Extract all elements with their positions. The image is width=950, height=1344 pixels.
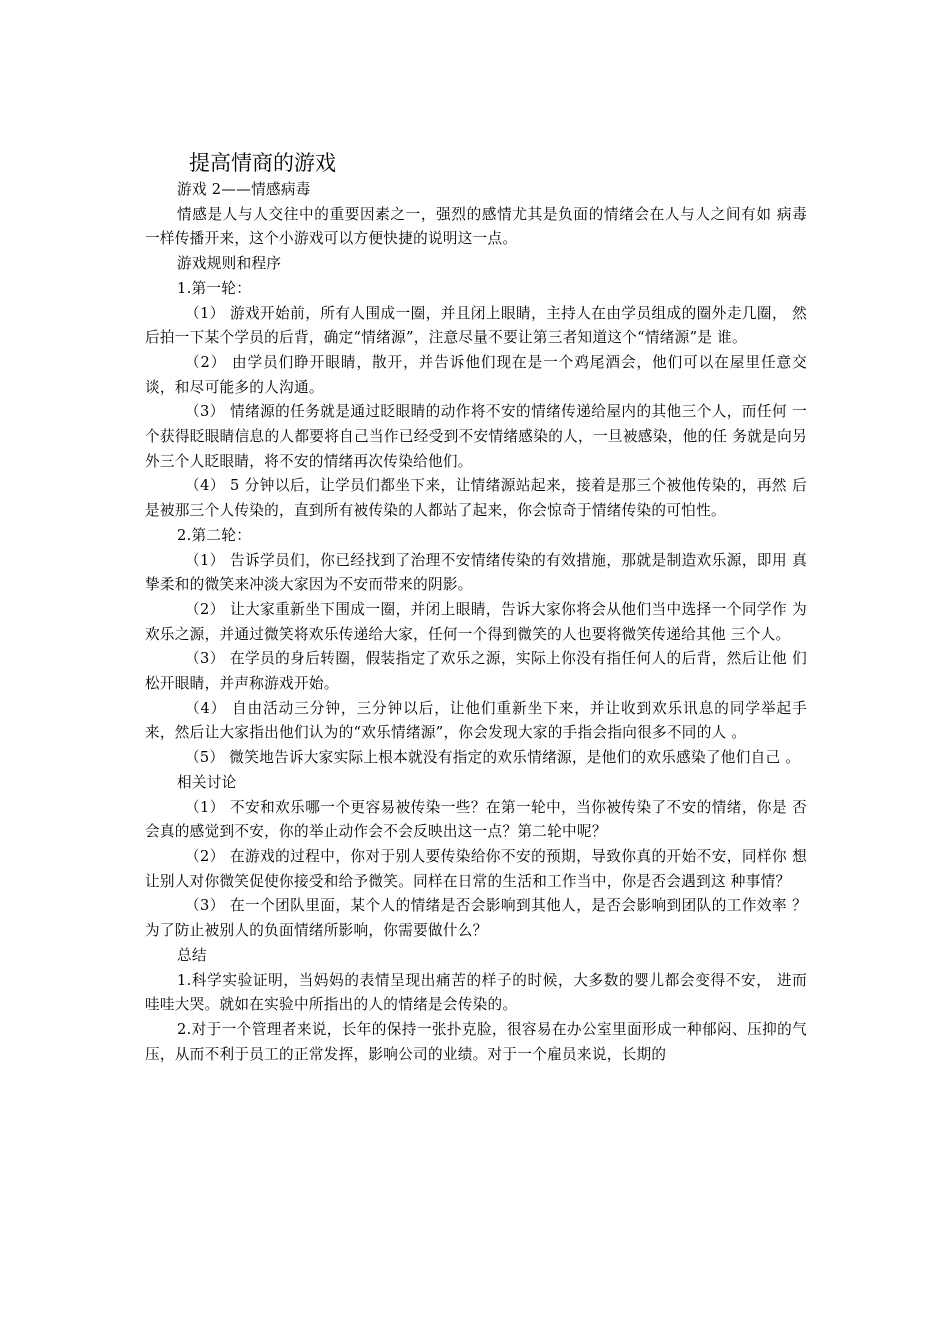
paragraph: （3） 在一个团队里面，某个人的情绪是否会影响到其他人，是否会影响到团队的工作效率 ？ 为了防止被别人的负面情绪所影响，你需要做什么？	[145, 897, 807, 940]
paragraph: （1） 游戏开始前，所有人围成一圈，并且闭上眼睛，主持人在由学员组成的圈外走几圈， 然 后拍一下某个学员的后背，确定“情绪源”，注意尽量不要让第三者知道这个“情绪源”是 谁。	[145, 304, 807, 347]
paragraph: （2） 在游戏的过程中，你对于别人要传染给你不安的预期，导致你真的开始不安，同样你 想让别人对你微笑促使你接受和给予微笑。同样在日常的生活和工作当中，你是否会遇到这 种事情？	[145, 847, 807, 890]
paragraph: （1） 告诉学员们，你已经找到了治理不安情绪传染的有效措施，那就是制造欢乐源，即用 真挚柔和的微笑来冲淡大家因为不安而带来的阴影。	[145, 551, 807, 594]
paragraph: 游戏规则和程序	[177, 255, 282, 273]
paragraph: （4） 5 分钟以后，让学员们都坐下来，让情绪源站起来，接着是那三个被他传染的，再然 后是被那三个人传染的，直到所有被传染的人都站了起来，你会惊奇于情绪传染的可怕性。	[145, 477, 807, 520]
paragraph: （3） 在学员的身后转圈，假装指定了欢乐之源，实际上你没有指任何人的后背，然后让他 们松开眼睛，并声称游戏开始。	[145, 650, 807, 693]
paragraph: 1.科学实验证明，当妈妈的表情呈现出痛苦的样子的时候，大多数的婴儿都会变得不安， 进而哇哇大哭。就如在实验中所指出的人的情绪是会传染的。	[145, 971, 807, 1014]
document-page	[145, 148, 807, 1067]
document-title: 提高情商的游戏	[189, 151, 336, 175]
paragraph: 2.对于一个管理者来说，长年的保持一张扑克脸，很容易在办公室里面形成一种郁闷、压抑的气压，从而不利于员工的正常发挥，影响公司的业绩。对于一个雇员来说，长期的	[145, 1020, 807, 1063]
paragraph: （2） 让大家重新坐下围成一圈，并闭上眼睛，告诉大家你将会从他们当中选择一个同学作 为欢乐之源，并通过微笑将欢乐传递给大家，任何一个得到微笑的人也要将微笑传递给其他 三个人。	[145, 600, 807, 643]
paragraph: （4） 自由活动三分钟，三分钟以后，让他们重新坐下来，并让收到欢乐讯息的同学举起手 来，然后让大家指出他们认为的“欢乐情绪源”，你会发现大家的手指会指向很多不同的人 。	[145, 699, 807, 742]
paragraph: （2） 由学员们睁开眼睛，散开，并告诉他们现在是一个鸡尾酒会，他们可以在屋里任意交 谈，和尽可能多的人沟通。	[145, 353, 807, 396]
paragraph: 2.第二轮：	[177, 526, 252, 544]
paragraph: 相关讨论	[177, 773, 237, 791]
paragraph: （5） 微笑地告诉大家实际上根本就没有指定的欢乐情绪源，是他们的欢乐感染了他们自己 。	[185, 749, 801, 767]
paragraph: （3） 情绪源的任务就是通过眨眼睛的动作将不安的情绪传递给屋内的其他三个人，而任何 一个获得眨眼睛信息的人都要将自己当作已经受到不安情绪感染的人，一旦被感染，他的任 务就是向另外三个人眨眼睛，将不安的情绪再次传染给他们。	[145, 403, 807, 470]
paragraph: 1.第一轮：	[177, 279, 252, 297]
paragraph: 情感是人与人交往中的重要因素之一，强烈的感情尤其是负面的情绪会在人与人之间有如 病毒一样传播开来，这个小游戏可以方便快捷的说明这一点。	[145, 205, 807, 248]
paragraph: 游戏 2——情感病毒	[177, 181, 311, 198]
paragraph: （1） 不安和欢乐哪一个更容易被传染一些？在第一轮中，当你被传染了不安的情绪，你是 否会真的感觉到不安，你的举止动作会不会反映出这一点？第二轮中呢？	[145, 798, 807, 841]
document-body	[145, 178, 807, 1067]
paragraph: 总结	[177, 946, 207, 964]
